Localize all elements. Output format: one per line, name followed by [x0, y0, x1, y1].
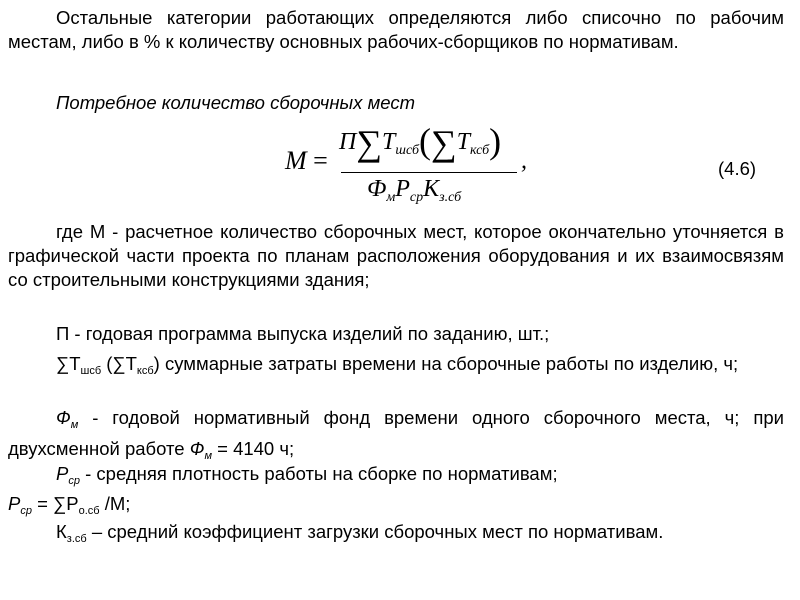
equation-number: (4.6) — [718, 158, 757, 179]
formula-comma: , — [521, 148, 527, 174]
formula-lhs: M = — [285, 146, 328, 175]
def-Pcp-formula: $Р_{ср} = \sum Р_{о.сб}$ /М; — [8, 493, 131, 517]
def-Pcp: $Р_{ср}$ - средняя плотность работы на сборке по нормативам; — [56, 463, 558, 487]
def-T: $\sum Т_{шсб}$ $(\sum Т_{ксб})$ суммарные затраты времени на сборочные работы по изделию, ч; — [56, 353, 739, 377]
intro-paragraph: Остальные категории работающих определяются либо списочно по рабочим местам, либо в % к количеству основных рабочих-сборщиков по нормативам. — [8, 7, 784, 52]
formula-numerator: $П\sum T_{шсб}(\sum T_{ксб})$ — [339, 121, 502, 163]
where-paragraph: где М - расчетное количество сборочных мест, которое окончательно уточняется в графической части проекта по планам расположения оборудования и их взаимосвязям со строительными конструкциями здания; — [8, 221, 784, 290]
def-K: $К_{з.сб}$ – средний коэффициент загрузки сборочных мест по нормативам. — [56, 521, 664, 545]
section-heading: Потребное количество сборочных мест — [56, 92, 415, 113]
formula-4-6 — [285, 120, 545, 205]
fraction-bar — [341, 172, 517, 173]
formula-denominator: $Ф_мP_{ср}K_{з.сб}$ — [367, 176, 462, 205]
def-F: $Ф_м$ - годовой нормативный фонд времени одного сборочного места, ч; при двухсменной работе $Ф_м = 4140$ ч; — [8, 407, 784, 462]
def-P: П - годовая программа выпуска изделий по заданию, шт.; — [56, 323, 550, 344]
